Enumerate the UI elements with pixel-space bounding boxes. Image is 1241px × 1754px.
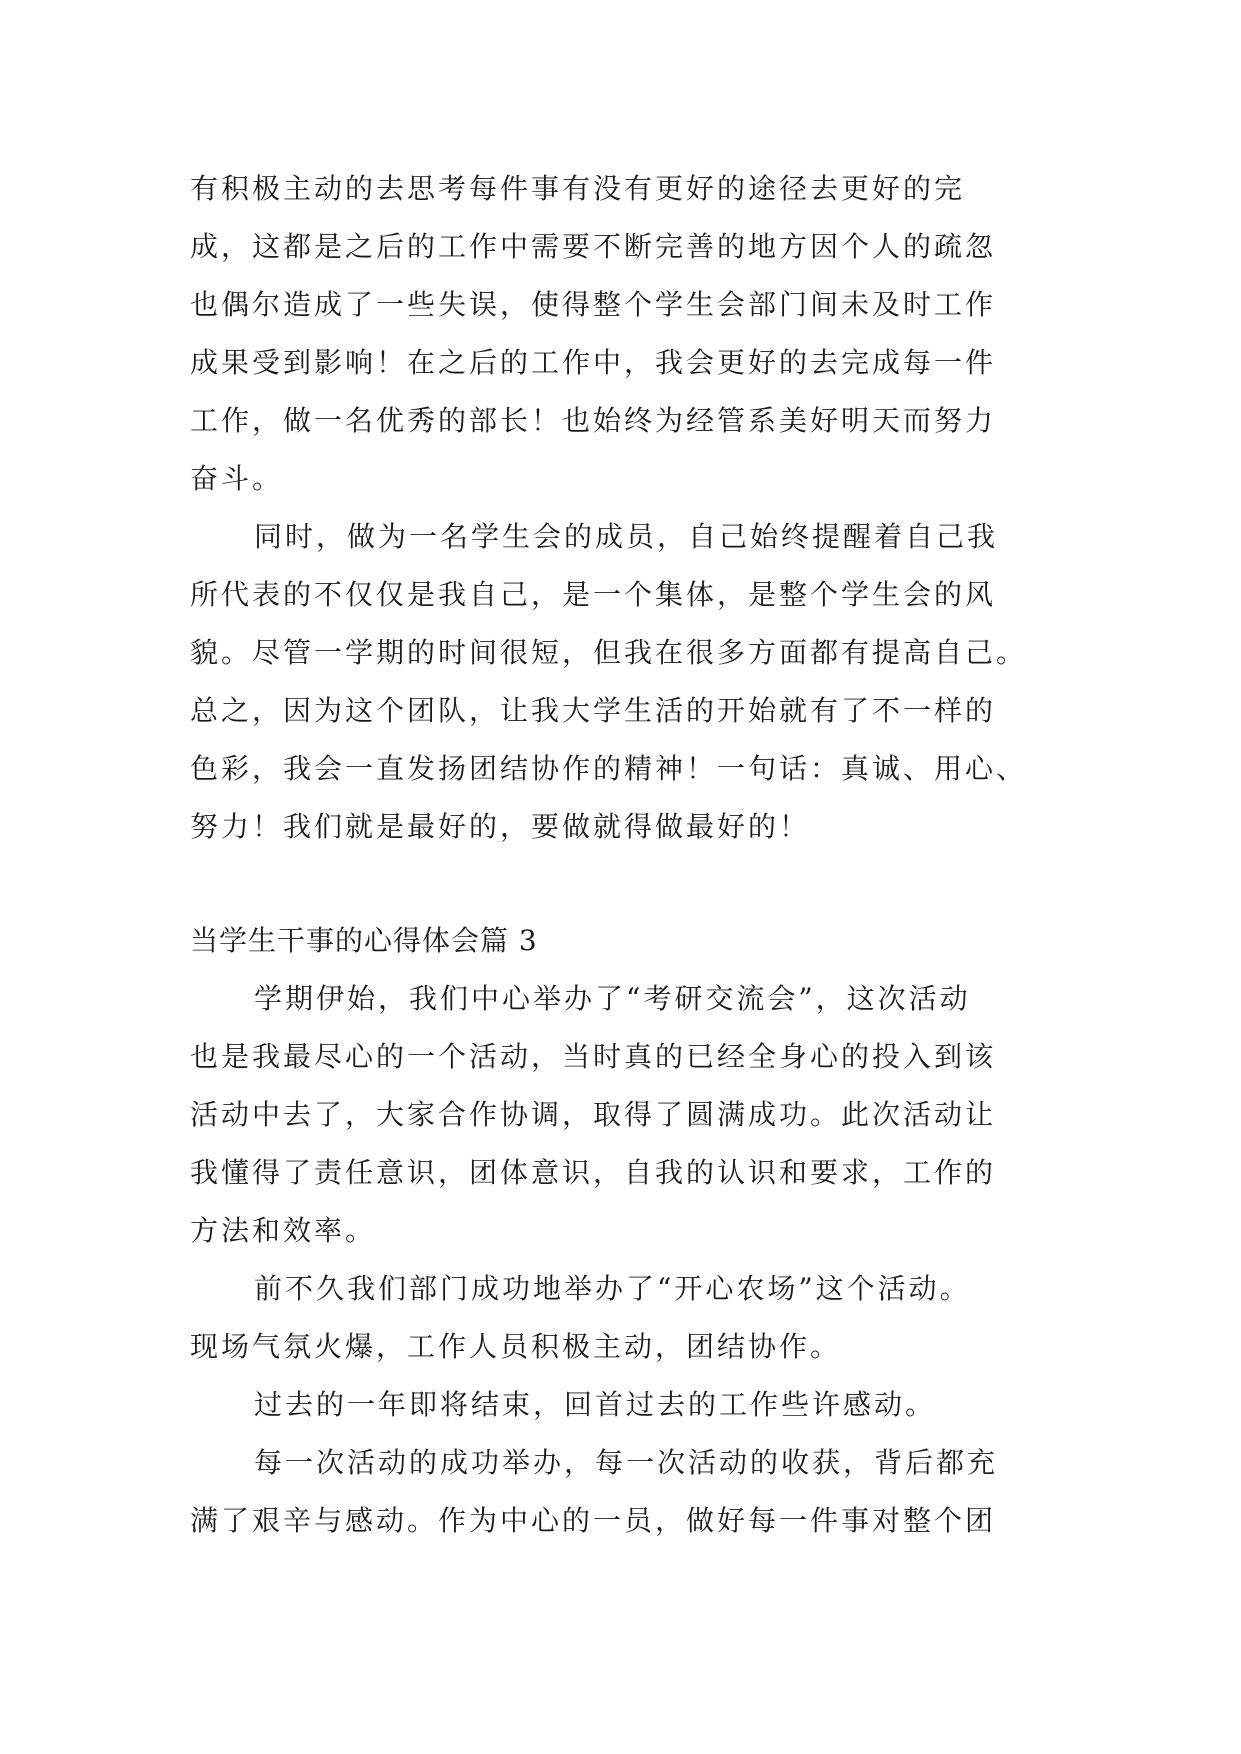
paragraph-3: [190, 970, 1050, 1260]
text-line: 我懂得了责任意识，团体意识，自我的认识和要求，工作的: [190, 1156, 997, 1189]
text-line: 所代表的不仅仅是我自己，是一个集体，是整个学生会的风: [190, 578, 997, 611]
paragraph-5: [190, 1376, 1050, 1434]
text-line: 貌。尽管一学期的时间很短，但我在很多方面都有提高自己。: [190, 636, 1028, 669]
text-line: 活动中去了，大家合作协调，取得了圆满成功。此次活动让: [190, 1098, 997, 1131]
paragraph-1: [190, 160, 1050, 508]
paragraph-4: [190, 1260, 1050, 1376]
text-line: 现场气氛火爆，工作人员积极主动，团结协作。: [190, 1330, 842, 1363]
paragraph-6: [190, 1434, 1050, 1550]
text-line: 努力！我们就是最好的，要做就得做最好的！: [190, 810, 811, 843]
section-spacer: [190, 856, 1050, 912]
text-line: 也偶尔造成了一些失误，使得整个学生会部门间未及时工作: [190, 288, 997, 321]
text-line: 前不久我们部门成功地举办了“开心农场”这个活动。: [254, 1272, 971, 1305]
text-line: 满了艰辛与感动。作为中心的一员，做好每一件事对整个团: [190, 1504, 997, 1537]
document-body: [190, 160, 1050, 1550]
text-line: 有积极主动的去思考每件事有没有更好的途径去更好的完: [190, 172, 966, 205]
text-line: 成，这都是之后的工作中需要不断完善的地方因个人的疏忽: [190, 230, 997, 263]
text-line: 成果受到影响！在之后的工作中，我会更好的去完成每一件: [190, 346, 997, 379]
text-line: 工作，做一名优秀的部长！也始终为经管系美好明天而努力: [190, 404, 997, 437]
text-line: 奋斗。: [190, 462, 284, 495]
section-heading: 当学生干事的心得体会篇 3: [190, 924, 538, 957]
text-line: 过去的一年即将结束，回首过去的工作些许感动。: [254, 1388, 937, 1421]
text-line: 同时，做为一名学生会的成员，自己始终提醒着自己我: [254, 520, 999, 553]
text-line: 总之，因为这个团队，让我大学生活的开始就有了不一样的: [190, 694, 997, 727]
text-line: 学期伊始，我们中心举办了“考研交流会”，这次活动: [254, 982, 971, 1015]
text-line: 也是我最尽心的一个活动，当时真的已经全身心的投入到该: [190, 1040, 997, 1073]
text-line: 每一次活动的成功举办，每一次活动的收获，背后都充: [254, 1446, 999, 1479]
text-line: 方法和效率。: [190, 1214, 377, 1247]
paragraph-2: [190, 508, 1050, 856]
text-line: 色彩，我会一直发扬团结协作的精神！一句话：真诚、用心、: [190, 752, 1028, 785]
